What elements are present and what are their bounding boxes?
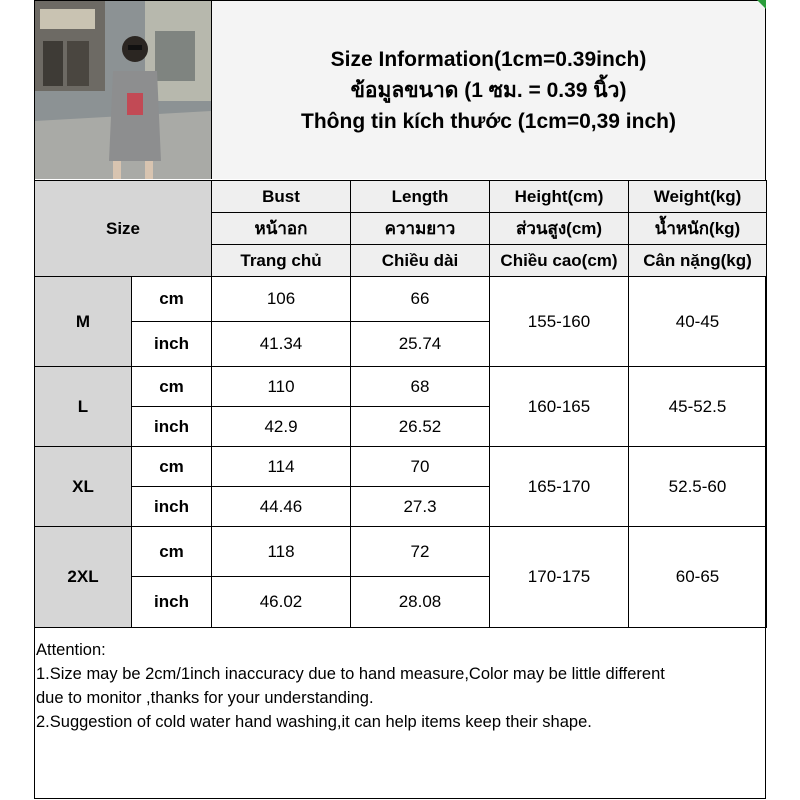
column-header-length-vietnamese: Chiều dài xyxy=(351,245,490,277)
bust-cm-cell: 110 xyxy=(212,367,351,407)
size-label-2xl: 2XL xyxy=(35,527,132,628)
bust-inch-cell: 42.9 xyxy=(212,407,351,447)
column-header-length: Length xyxy=(351,181,490,213)
attention-note-1-line-1: 1.Size may be 2cm/1inch inaccuracy due to hand measure,Color may be little different xyxy=(36,665,665,683)
header-title-vietnamese: Thông tin kích thước (1cm=0,39 inch) xyxy=(301,109,676,133)
length-cm-cell: 68 xyxy=(351,367,490,407)
bust-inch-cell: 44.46 xyxy=(212,487,351,527)
length-cm-cell: 72 xyxy=(351,527,490,577)
size-table xyxy=(34,180,767,628)
size-label-xl: XL xyxy=(35,447,132,527)
length-inch-cell: 28.08 xyxy=(351,577,490,628)
bust-cm-cell: 118 xyxy=(212,527,351,577)
unit-cell-cm: cm xyxy=(132,277,212,322)
header-title-english: Size Information(1cm=0.39inch) xyxy=(330,47,647,71)
table-header-row-english xyxy=(35,181,767,213)
product-photo xyxy=(35,1,211,179)
table-row xyxy=(35,367,767,407)
corner-accent xyxy=(757,0,766,9)
length-inch-cell: 25.74 xyxy=(351,322,490,367)
column-header-weight-thai: น้ำหนัก(kg) xyxy=(629,213,767,245)
weight-cell: 60-65 xyxy=(629,527,767,628)
size-header-cell: Size xyxy=(35,181,212,277)
unit-cell-inch: inch xyxy=(132,487,212,527)
bust-cm-cell: 106 xyxy=(212,277,351,322)
height-cell: 155-160 xyxy=(490,277,629,367)
table-row xyxy=(35,527,767,577)
unit-cell-inch: inch xyxy=(132,407,212,447)
length-inch-cell: 26.52 xyxy=(351,407,490,447)
size-label-l: L xyxy=(35,367,132,447)
attention-note-1-line-2: due to monitor ,thanks for your understanding. xyxy=(36,689,374,707)
attention-note-2: 2.Suggestion of cold water hand washing,it can help items keep their shape. xyxy=(36,713,592,731)
column-header-bust-thai: หน้าอก xyxy=(212,213,351,245)
column-header-weight-vietnamese: Cân nặng(kg) xyxy=(629,245,767,277)
height-cell: 170-175 xyxy=(490,527,629,628)
length-inch-cell: 27.3 xyxy=(351,487,490,527)
column-header-height: Height(cm) xyxy=(490,181,629,213)
unit-cell-inch: inch xyxy=(132,322,212,367)
unit-cell-inch: inch xyxy=(132,577,212,628)
unit-cell-cm: cm xyxy=(132,447,212,487)
column-header-weight: Weight(kg) xyxy=(629,181,767,213)
length-cm-cell: 66 xyxy=(351,277,490,322)
weight-cell: 45-52.5 xyxy=(629,367,767,447)
bust-cm-cell: 114 xyxy=(212,447,351,487)
column-header-height-vietnamese: Chiều cao(cm) xyxy=(490,245,629,277)
table-row xyxy=(35,447,767,487)
attention-notes xyxy=(36,638,762,734)
weight-cell: 40-45 xyxy=(629,277,767,367)
column-header-height-thai: ส่วนสูง(cm) xyxy=(490,213,629,245)
unit-cell-cm: cm xyxy=(132,367,212,407)
table-row xyxy=(35,277,767,322)
bust-inch-cell: 41.34 xyxy=(212,322,351,367)
attention-title: Attention: xyxy=(36,641,106,659)
column-header-bust: Bust xyxy=(212,181,351,213)
height-cell: 160-165 xyxy=(490,367,629,447)
product-photo-illustration xyxy=(35,1,211,179)
column-header-bust-vietnamese: Trang chủ xyxy=(212,245,351,277)
bust-inch-cell: 46.02 xyxy=(212,577,351,628)
size-label-m: M xyxy=(35,277,132,367)
weight-cell: 52.5-60 xyxy=(629,447,767,527)
size-info-header xyxy=(211,1,765,179)
column-header-length-thai: ความยาว xyxy=(351,213,490,245)
height-cell: 165-170 xyxy=(490,447,629,527)
unit-cell-cm: cm xyxy=(132,527,212,577)
length-cm-cell: 70 xyxy=(351,447,490,487)
header-title-thai: ข้อมูลขนาด (1 ซม. = 0.39 นิ้ว) xyxy=(350,78,627,102)
